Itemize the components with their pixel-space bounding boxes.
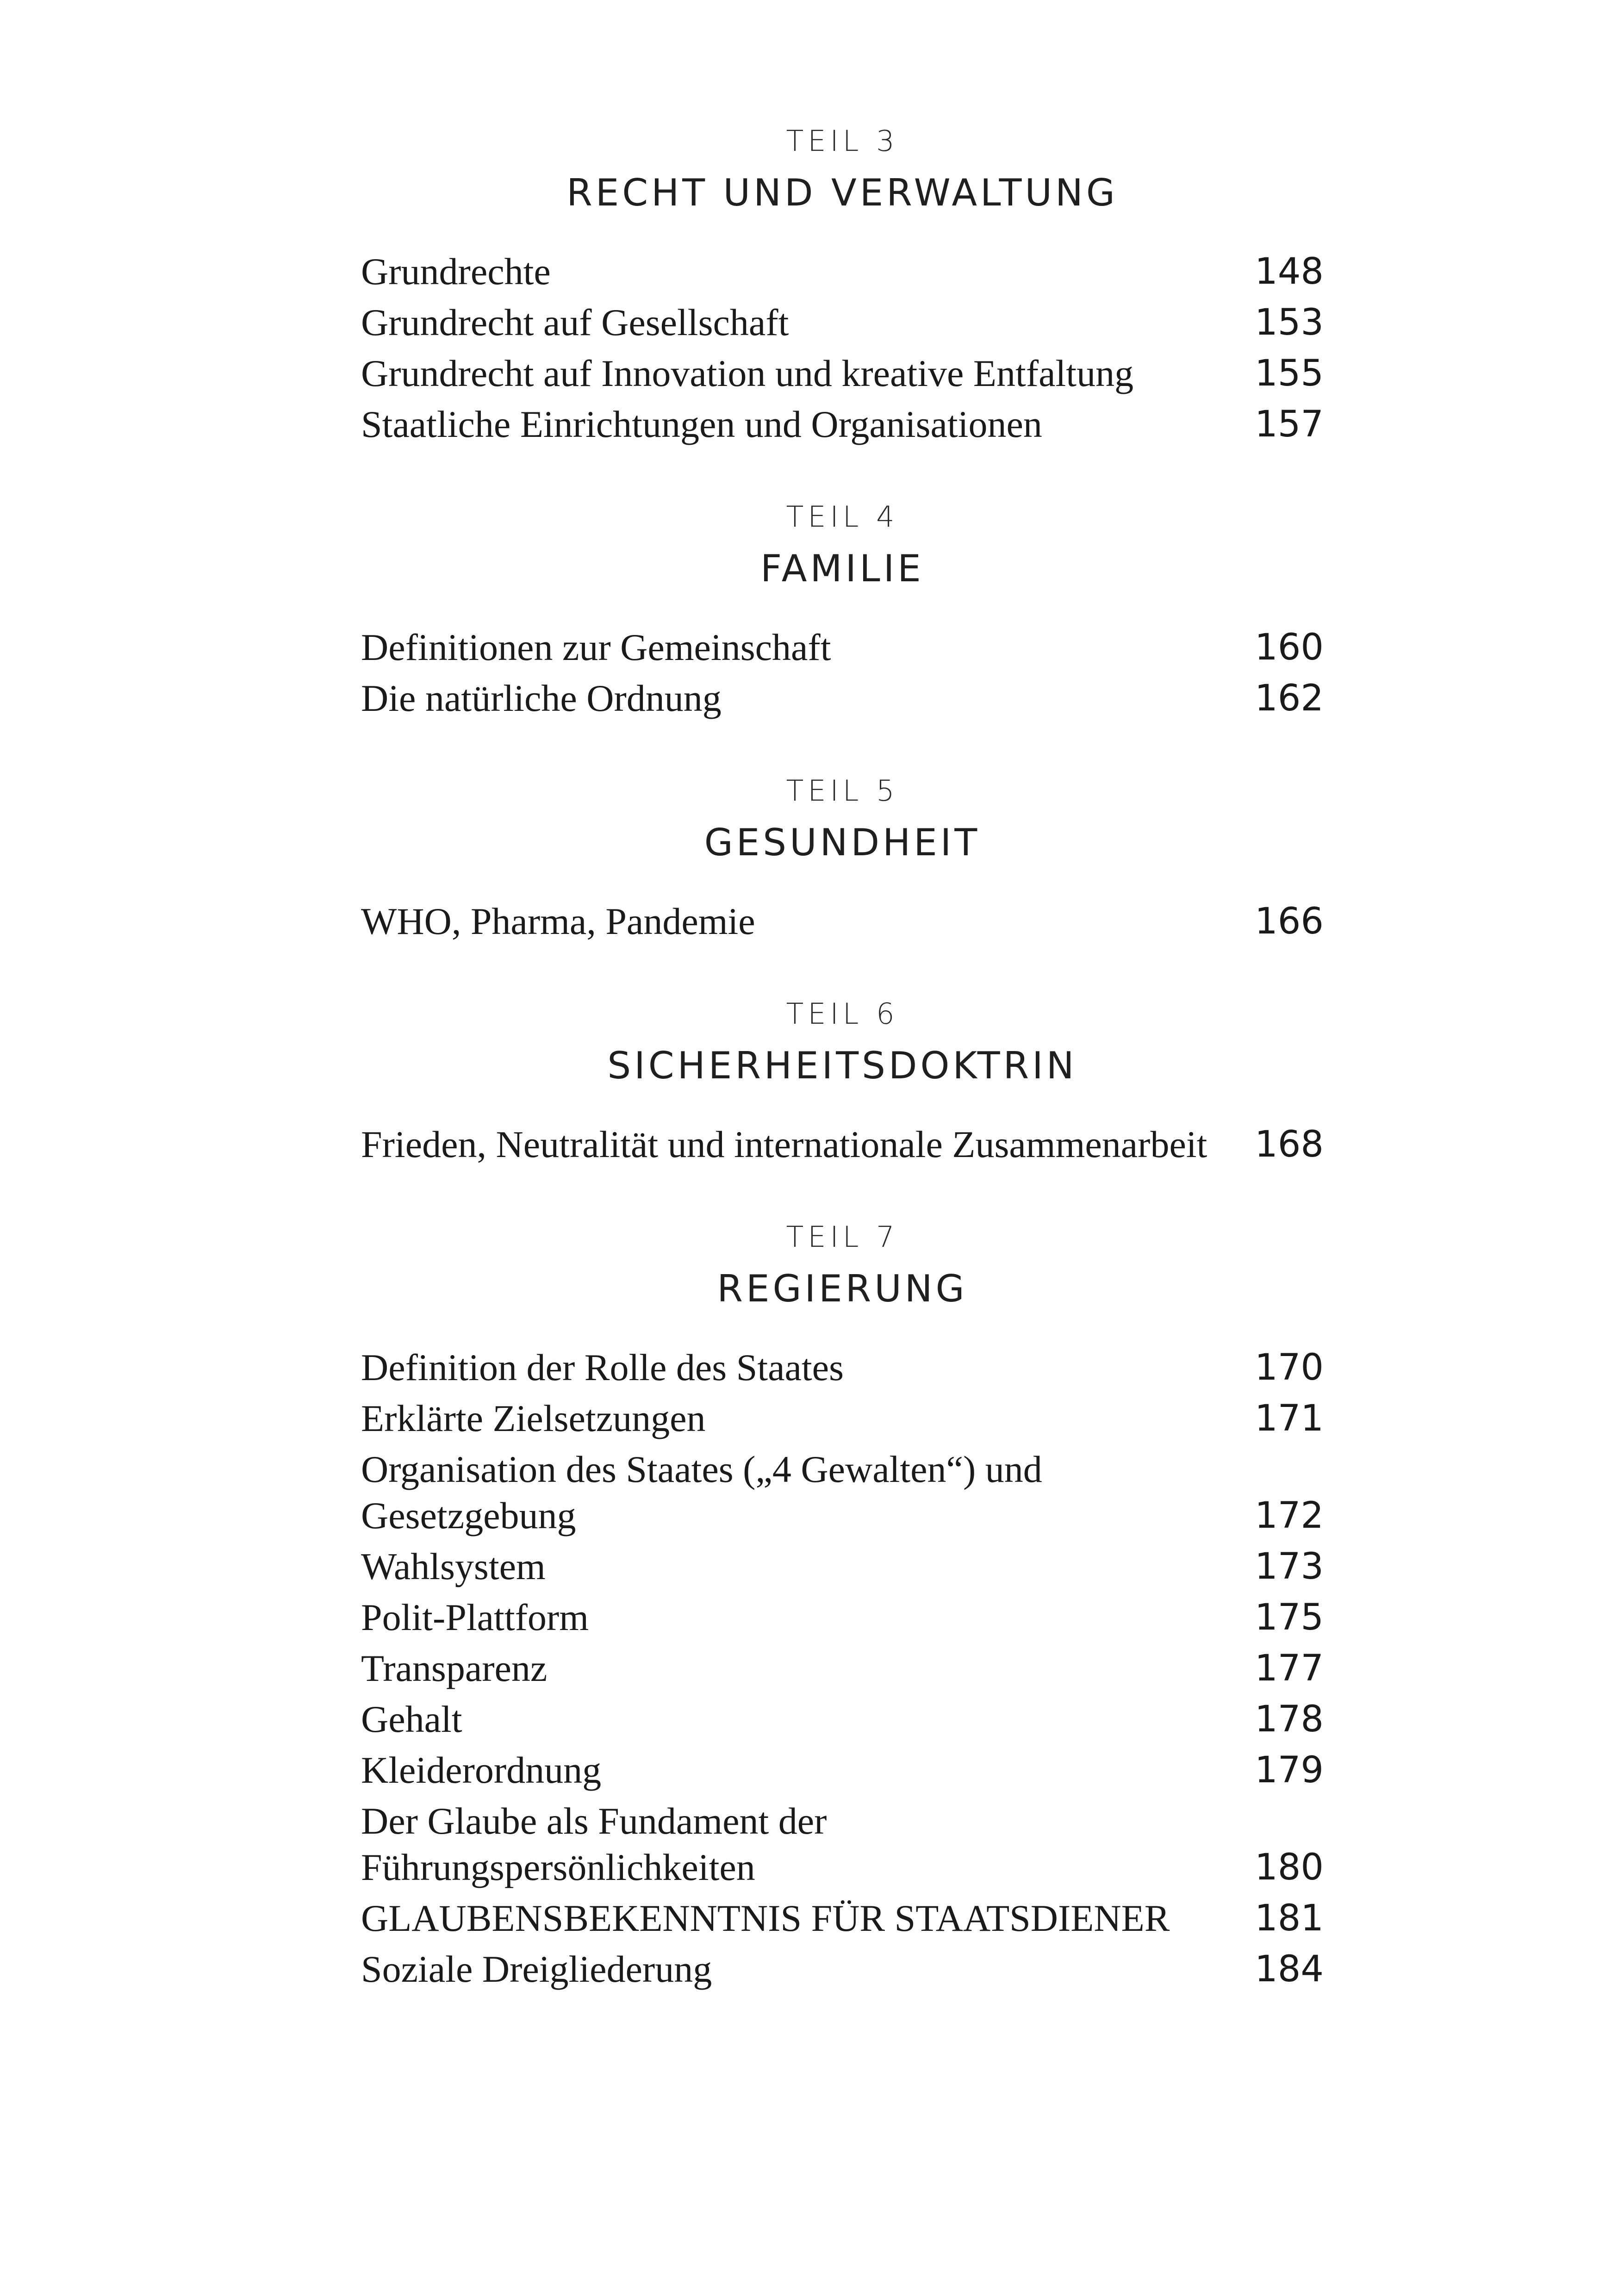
toc-entry[interactable] xyxy=(361,401,1324,448)
entry-page-number: 155 xyxy=(1255,353,1324,394)
entry-title: Erklärte Zielsetzungen xyxy=(361,1397,706,1439)
toc-entry[interactable] xyxy=(361,1747,1324,1793)
entry-title: Die natürliche Ordnung xyxy=(361,677,722,719)
entry-title: Polit-Plattform xyxy=(361,1596,589,1638)
entry-title: Kleiderordnung xyxy=(361,1749,602,1791)
toc-entry[interactable] xyxy=(361,624,1324,671)
part-label: TEIL 7 xyxy=(786,1220,899,1254)
table-of-contents xyxy=(361,120,1324,1997)
entry-page-number: 178 xyxy=(1255,1699,1324,1740)
toc-section-teil-6 xyxy=(361,993,1324,1168)
toc-entry[interactable] xyxy=(361,1895,1324,1941)
entry-title: Definition der Rolle des Staates xyxy=(361,1346,844,1388)
entry-page-number: 175 xyxy=(1255,1597,1324,1638)
part-label: TEIL 6 xyxy=(786,997,899,1031)
toc-entry[interactable] xyxy=(361,1645,1324,1692)
entry-title: Organisation des Staates („4 Gewalten“) und Gesetzgebung xyxy=(361,1448,1042,1537)
entry-page-number: 181 xyxy=(1255,1898,1324,1939)
entry-title: GLAUBENSBEKENNTNIS FÜR STAATSDIENER xyxy=(361,1897,1170,1939)
entry-title: Grundrechte xyxy=(361,250,551,292)
entry-title: Grundrecht auf Gesellschaft xyxy=(361,301,789,343)
toc-entry[interactable] xyxy=(361,350,1324,397)
entry-title: Gehalt xyxy=(361,1698,462,1740)
entry-title: Der Glaube als Fundament der Führungspersönlichkeiten xyxy=(361,1800,827,1888)
entry-list xyxy=(361,1344,1324,1992)
entry-page-number: 160 xyxy=(1255,627,1324,668)
entry-page-number: 171 xyxy=(1255,1398,1324,1439)
entry-title: Definitionen zur Gemeinschaft xyxy=(361,626,831,668)
toc-entry[interactable] xyxy=(361,898,1324,945)
part-label: TEIL 4 xyxy=(786,500,899,534)
toc-entry[interactable] xyxy=(361,1121,1324,1168)
entry-page-number: 172 xyxy=(1255,1495,1324,1537)
entry-page-number: 148 xyxy=(1255,251,1324,292)
entry-list xyxy=(361,249,1324,448)
entry-page-number: 153 xyxy=(1255,302,1324,343)
toc-entry[interactable] xyxy=(361,1696,1324,1742)
toc-section-teil-4 xyxy=(361,496,1324,722)
entry-list xyxy=(361,1121,1324,1168)
part-title: SICHERHEITSDOKTRIN xyxy=(607,1044,1077,1087)
toc-entry[interactable] xyxy=(361,1594,1324,1641)
entry-page-number: 168 xyxy=(1255,1124,1324,1165)
toc-entry[interactable] xyxy=(361,675,1324,722)
entry-title: Staatliche Einrichtungen und Organisationen xyxy=(361,403,1042,445)
toc-section-teil-7 xyxy=(361,1216,1324,1992)
entry-page-number: 177 xyxy=(1255,1648,1324,1689)
part-label: TEIL 3 xyxy=(786,124,899,158)
entry-list xyxy=(361,624,1324,722)
entry-page-number: 170 xyxy=(1255,1347,1324,1388)
part-title: GESUNDHEIT xyxy=(704,821,981,864)
part-title: RECHT UND VERWALTUNG xyxy=(566,171,1118,214)
entry-page-number: 166 xyxy=(1255,901,1324,942)
toc-entry[interactable] xyxy=(361,249,1324,295)
entry-title: Wahlsystem xyxy=(361,1545,546,1587)
toc-section-teil-3 xyxy=(361,120,1324,448)
entry-title: Frieden, Neutralität und internationale Zusammenarbeit xyxy=(361,1123,1207,1165)
toc-section-teil-5 xyxy=(361,770,1324,945)
entry-page-number: 157 xyxy=(1255,404,1324,445)
toc-entry[interactable] xyxy=(361,299,1324,346)
toc-entry[interactable] xyxy=(361,1344,1324,1391)
entry-page-number: 180 xyxy=(1255,1847,1324,1888)
part-label: TEIL 5 xyxy=(786,774,899,808)
toc-entry[interactable] xyxy=(361,1798,1324,1891)
entry-page-number: 173 xyxy=(1255,1546,1324,1587)
entry-page-number: 179 xyxy=(1255,1749,1324,1791)
toc-entry[interactable] xyxy=(361,1395,1324,1442)
entry-page-number: 184 xyxy=(1255,1948,1324,1990)
part-title: FAMILIE xyxy=(760,547,924,590)
entry-title: Transparenz xyxy=(361,1647,548,1689)
entry-title: WHO, Pharma, Pandemie xyxy=(361,900,755,942)
entry-title: Soziale Dreigliederung xyxy=(361,1948,712,1990)
entry-title: Grundrecht auf Innovation und kreative Entfaltung xyxy=(361,352,1134,394)
part-title: REGIERUNG xyxy=(717,1267,968,1310)
toc-entry[interactable] xyxy=(361,1446,1324,1539)
entry-list xyxy=(361,898,1324,945)
entry-page-number: 162 xyxy=(1255,678,1324,719)
toc-entry[interactable] xyxy=(361,1543,1324,1590)
toc-entry[interactable] xyxy=(361,1946,1324,1992)
